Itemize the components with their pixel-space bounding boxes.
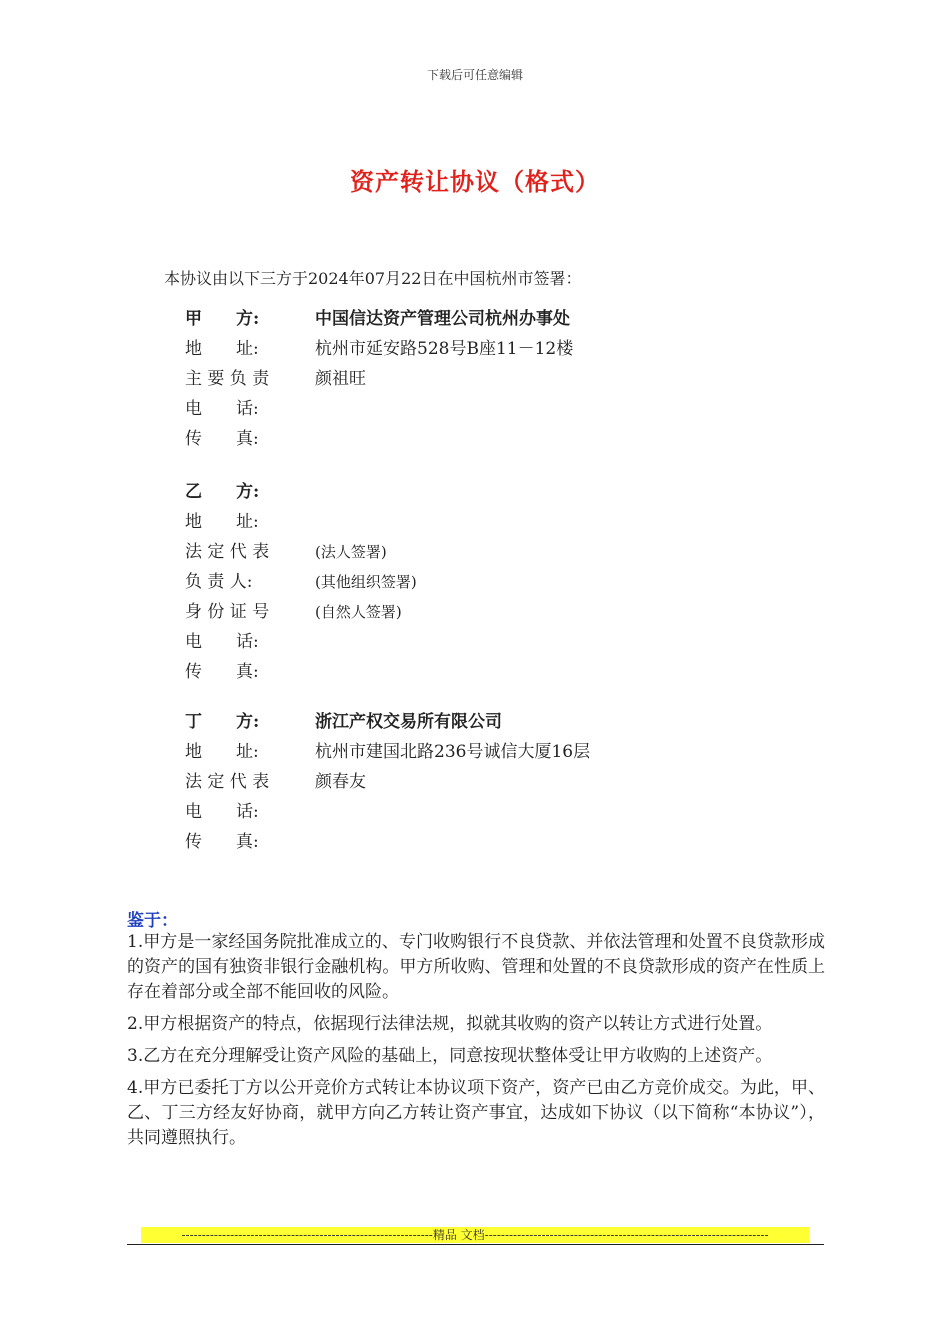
party-b-fax-label: 传 真: [185,662,259,682]
party-a-principal-label: 主 要 负 责 [185,369,270,389]
party-b-block [185,477,805,687]
party-b-label: 乙 方: [185,482,260,502]
party-b-responsible-note: (其他组织签署) [315,573,417,591]
party-b-legal-rep-label: 法 定 代 表 [185,542,270,562]
whereas-clause-3: 3.乙方在充分理解受让资产风险的基础上，同意按现状整体受让甲方收购的上述资产。 [127,1046,773,1066]
party-b-address-label: 地 址: [185,512,259,532]
footer-divider [127,1244,824,1245]
party-d-address-label: 地 址: [185,742,259,762]
party-b-legal-rep-row [185,537,805,567]
whereas-clause-2: 2.甲方根据资产的特点，依据现行法律法规，拟就其收购的资产以转让方式进行处置。 [127,1014,773,1034]
party-b-legal-rep-note: (法人签署) [315,543,387,561]
party-a-name-row [185,304,805,334]
party-b-phone-row [185,627,805,657]
whereas-clause-1: 1.甲方是一家经国务院批准成立的、专门收购银行不良贷款、并依法管理和处置不良贷款形成的资产的国有独资非银行金融机构。甲方所收购、管理和处置的不良贷款形成的资产在性质上存在着部分或全部不能回收的风险。 [127,932,825,1002]
party-d-name: 浙江产权交易所有限公司 [315,712,502,732]
party-d-phone-label: 电 话: [185,802,259,822]
whereas-heading: 鉴于： [127,911,178,931]
party-d-fax-row [185,827,805,857]
whereas-clause-4: 4.甲方已委托丁方以公开竞价方式转让本协议项下资产，资产已由乙方竞价成交。为此，甲、乙、丁三方经友好协商，就甲方向乙方转让资产事宜，达成如下协议（以下简称“本协议”），共同遵照执行。 [127,1078,825,1148]
party-a-phone-row [185,394,805,424]
party-b-responsible-row [185,567,805,597]
party-a-address-label: 地 址: [185,339,259,359]
party-b-id-row [185,597,805,627]
party-a-address-row [185,334,805,364]
party-d-legal-rep-row [185,767,805,797]
whereas-clauses [127,930,825,1158]
party-d-name-row [185,707,805,737]
party-a-label: 甲 方: [185,309,260,329]
party-d-fax-label: 传 真: [185,832,259,852]
footer-banner: --------------------------------------------------------------精品 文档---------------------------------------------------------------------- [141,1227,809,1243]
party-b-fax-row [185,657,805,687]
party-a-fax-row [185,424,805,454]
header-note: 下载后可任意编辑 [426,68,523,82]
party-d-address: 杭州市建国北路236号诚信大厦16层 [315,742,591,762]
party-a-address: 杭州市延安路528号B座11－12楼 [315,339,574,359]
party-d-phone-row [185,797,805,827]
party-d-legal-rep-label: 法 定 代 表 [185,772,270,792]
party-b-address-row [185,507,805,537]
party-d-label: 丁 方: [185,712,260,732]
party-a-principal-row [185,364,805,394]
party-a-fax-label: 传 真: [185,429,259,449]
party-d-address-row [185,737,805,767]
party-b-name-row [185,477,805,507]
party-b-phone-label: 电 话: [185,632,259,652]
document-title: 资产转让协议（格式） [350,167,600,196]
party-a-block [185,304,805,454]
party-b-id-note: (自然人签署) [315,603,402,621]
party-d-legal-rep: 颜春友 [315,772,366,792]
party-b-id-label: 身 份 证 号 [185,602,270,622]
party-d-block [185,707,805,857]
party-b-responsible-label: 负 责 人: [185,572,253,592]
party-a-phone-label: 电 话: [185,399,259,419]
intro-sentence: 本协议由以下三方于2024年07月22日在中国杭州市签署： [164,269,582,288]
party-a-principal: 颜祖旺 [315,369,366,389]
party-a-name: 中国信达资产管理公司杭州办事处 [315,309,570,329]
